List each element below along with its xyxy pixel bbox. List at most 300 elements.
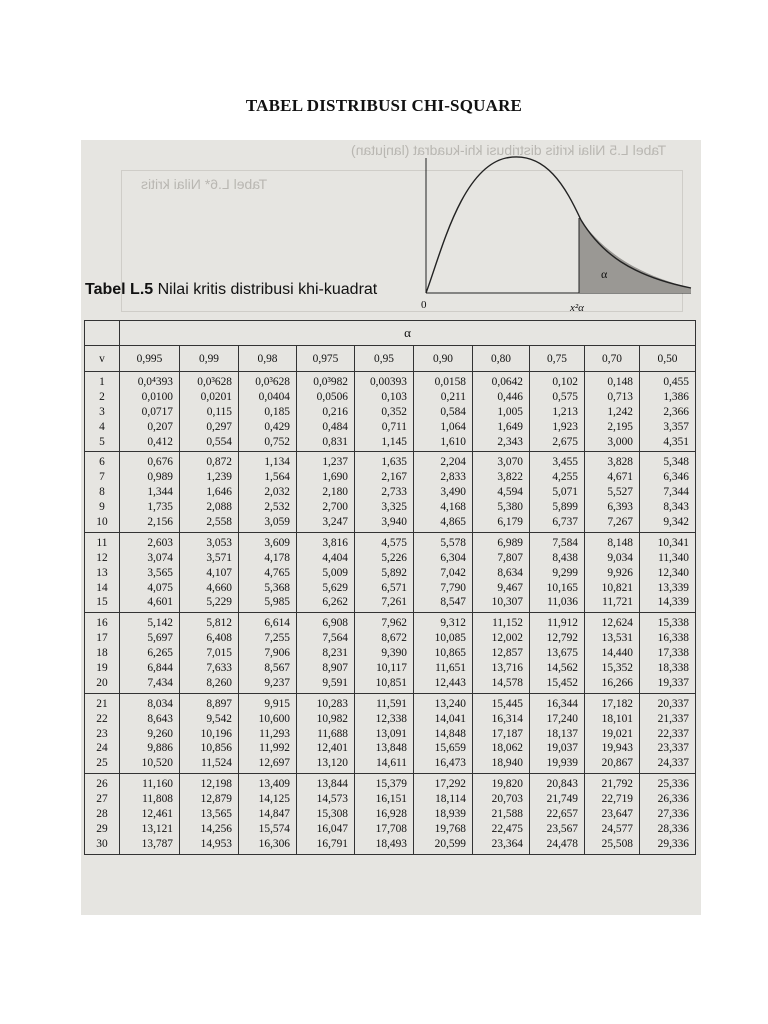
critical-value: 6,844 — [147, 662, 173, 675]
critical-value: 7,633 — [206, 662, 232, 675]
critical-value: 23,567 — [546, 822, 578, 835]
critical-value: 7,790 — [440, 581, 466, 594]
critical-value: 0,711 — [381, 420, 407, 433]
critical-value: 5,527 — [607, 486, 633, 499]
critical-value: 0,115 — [206, 405, 232, 418]
critical-value: 22,475 — [491, 822, 523, 835]
value-cell — [530, 613, 585, 693]
critical-value: 5,812 — [206, 617, 232, 630]
critical-value: 5,985 — [264, 596, 290, 609]
critical-value: 19,037 — [546, 742, 578, 755]
critical-value: 9,034 — [607, 551, 633, 564]
value-cell — [120, 693, 180, 773]
critical-value: 16,151 — [375, 793, 407, 806]
critical-value: 21,588 — [491, 808, 523, 821]
critical-value: 18,939 — [434, 808, 466, 821]
value-cell — [414, 452, 473, 532]
value-cell — [414, 372, 473, 452]
table-row-group — [85, 532, 696, 612]
critical-value: 13,091 — [375, 727, 407, 740]
degrees-of-freedom: 26 — [96, 778, 108, 791]
critical-value: 8,148 — [607, 536, 633, 549]
critical-value: 3,000 — [607, 435, 633, 448]
critical-value: 13,121 — [141, 822, 173, 835]
critical-value: 22,719 — [601, 793, 633, 806]
critical-value: 11,160 — [142, 778, 173, 791]
value-cell — [180, 774, 239, 854]
critical-value: 5,348 — [663, 456, 689, 469]
critical-value: 13,565 — [200, 808, 232, 821]
critical-value: 7,267 — [607, 516, 633, 529]
critical-value: 3,074 — [147, 551, 173, 564]
critical-value: 20,867 — [601, 757, 633, 770]
critical-value: 2,180 — [322, 486, 348, 499]
critical-value: 0,0506 — [316, 390, 348, 403]
degrees-of-freedom: 8 — [99, 486, 105, 499]
critical-value: 6,346 — [663, 471, 689, 484]
value-cell — [473, 372, 530, 452]
degrees-of-freedom: 25 — [96, 757, 108, 770]
critical-value: 3,059 — [264, 516, 290, 529]
critical-value: 8,567 — [264, 662, 290, 675]
critical-value: 4,178 — [264, 551, 290, 564]
value-cell — [530, 452, 585, 532]
critical-value: 7,584 — [552, 536, 578, 549]
critical-value: 0,554 — [206, 435, 232, 448]
critical-value: 9,260 — [147, 727, 173, 740]
critical-value: 9,542 — [206, 712, 232, 725]
critical-value: 2,532 — [264, 501, 290, 514]
critical-value: 24,337 — [657, 757, 689, 770]
value-cell — [355, 452, 414, 532]
critical-value: 8,343 — [663, 501, 689, 514]
critical-value: 6,571 — [381, 581, 407, 594]
degrees-of-freedom: 6 — [99, 456, 105, 469]
critical-value: 17,240 — [546, 712, 578, 725]
alpha-column-header: 0,995 — [120, 346, 180, 372]
critical-value: 17,338 — [657, 647, 689, 660]
value-cell — [355, 613, 414, 693]
critical-value: 12,879 — [200, 793, 232, 806]
critical-value: 0,103 — [381, 390, 407, 403]
alpha-column-header: 0,90 — [414, 346, 473, 372]
value-cell — [585, 613, 640, 693]
critical-value: 15,574 — [258, 822, 290, 835]
critical-value: 4,168 — [440, 501, 466, 514]
table-row-group — [85, 774, 696, 854]
critical-value: 14,041 — [434, 712, 466, 725]
critical-value: 3,247 — [322, 516, 348, 529]
critical-value: 3,053 — [206, 536, 232, 549]
critical-value: 3,940 — [381, 516, 407, 529]
critical-value: 7,564 — [322, 632, 348, 645]
critical-value: 17,187 — [491, 727, 523, 740]
critical-value: 16,266 — [601, 676, 633, 689]
critical-value: 1,239 — [206, 471, 232, 484]
table-row-group — [85, 452, 696, 532]
value-cell — [355, 774, 414, 854]
critical-value: 20,337 — [657, 697, 689, 710]
critical-value: 18,062 — [491, 742, 523, 755]
critical-value: 10,283 — [316, 697, 348, 710]
origin-label: 0 — [421, 299, 427, 311]
critical-value: 4,107 — [206, 566, 232, 579]
value-cell — [640, 693, 696, 773]
critical-value: 2,167 — [381, 471, 407, 484]
degrees-of-freedom: 29 — [96, 822, 108, 835]
degrees-of-freedom: 12 — [96, 551, 108, 564]
critical-value: 2,558 — [206, 516, 232, 529]
critical-value: 10,341 — [657, 536, 689, 549]
critical-value: 14,125 — [258, 793, 290, 806]
critical-value: 1,344 — [147, 486, 173, 499]
value-cell — [585, 532, 640, 612]
critical-value: 8,260 — [206, 676, 232, 689]
critical-value: 5,368 — [264, 581, 290, 594]
critical-value: 3,565 — [147, 566, 173, 579]
critical-value: 8,643 — [147, 712, 173, 725]
critical-value: 15,352 — [601, 662, 633, 675]
critical-value: 4,765 — [264, 566, 290, 579]
critical-value: 0,713 — [607, 390, 633, 403]
critical-value: 1,064 — [440, 420, 466, 433]
page-title: TABEL DISTRIBUSI CHI-SQUARE — [245, 96, 523, 115]
critical-value: 9,926 — [607, 566, 633, 579]
critical-value: 0,185 — [264, 405, 290, 418]
value-cell — [473, 532, 530, 612]
critical-value: 11,808 — [142, 793, 173, 806]
critical-value: 0,831 — [322, 435, 348, 448]
critical-value: 25,508 — [601, 837, 633, 850]
critical-value: 15,659 — [434, 742, 466, 755]
critical-value: 16,338 — [657, 632, 689, 645]
critical-value: 11,688 — [317, 727, 348, 740]
value-cell — [473, 693, 530, 773]
critical-value: 0,00393 — [369, 376, 407, 388]
value-cell — [355, 693, 414, 773]
critical-value: 0,0⁴393 — [137, 376, 173, 388]
critical-value: 4,865 — [440, 516, 466, 529]
critical-value: 19,021 — [601, 727, 633, 740]
critical-value: 14,256 — [200, 822, 232, 835]
critical-value: 0,0717 — [141, 405, 173, 418]
degrees-of-freedom: 24 — [96, 742, 108, 755]
critical-value: 13,339 — [657, 581, 689, 594]
critical-value: 1,735 — [147, 501, 173, 514]
critical-value: 5,071 — [552, 486, 578, 499]
v-cell — [85, 452, 120, 532]
critical-value: 10,821 — [601, 581, 633, 594]
critical-value: 19,943 — [601, 742, 633, 755]
critical-value: 0,297 — [206, 420, 232, 433]
critical-value: 8,634 — [497, 566, 523, 579]
value-cell — [640, 372, 696, 452]
critical-value: 6,393 — [607, 501, 633, 514]
critical-value: 0,0³982 — [313, 376, 348, 388]
critical-value: 0,0201 — [200, 390, 232, 403]
critical-value: 19,337 — [657, 676, 689, 689]
rejection-region-shade — [579, 218, 691, 293]
critical-value: 8,897 — [206, 697, 232, 710]
critical-value: 10,865 — [434, 647, 466, 660]
critical-value: 13,675 — [546, 647, 578, 660]
value-cell — [585, 452, 640, 532]
critical-value: 7,434 — [147, 676, 173, 689]
critical-value: 0,584 — [440, 405, 466, 418]
value-cell — [180, 372, 239, 452]
critical-value: 5,229 — [206, 596, 232, 609]
critical-value: 13,409 — [258, 778, 290, 791]
critical-value: 6,179 — [497, 516, 523, 529]
degrees-of-freedom: 15 — [96, 596, 108, 609]
critical-value: 9,299 — [552, 566, 578, 579]
critical-value: 8,438 — [552, 551, 578, 564]
critical-value: 0,0158 — [434, 376, 466, 388]
critical-value: 25,336 — [657, 778, 689, 791]
critical-value-label: x²α — [570, 302, 584, 314]
critical-value: 1,923 — [552, 420, 578, 433]
value-cell — [239, 613, 297, 693]
critical-value: 22,657 — [546, 808, 578, 821]
critical-value: 3,070 — [497, 456, 523, 469]
critical-value: 5,899 — [552, 501, 578, 514]
degrees-of-freedom: 4 — [99, 420, 105, 433]
value-cell — [530, 693, 585, 773]
critical-value: 11,591 — [376, 697, 407, 710]
critical-value: 5,892 — [381, 566, 407, 579]
degrees-of-freedom: 28 — [96, 808, 108, 821]
critical-value: 3,325 — [381, 501, 407, 514]
value-cell — [585, 372, 640, 452]
critical-value: 0,216 — [322, 405, 348, 418]
critical-value: 11,651 — [435, 662, 466, 675]
critical-value: 1,237 — [322, 456, 348, 469]
critical-value: 0,148 — [607, 376, 633, 388]
critical-value: 5,009 — [322, 566, 348, 579]
critical-value: 12,697 — [258, 757, 290, 770]
critical-value: 7,906 — [264, 647, 290, 660]
value-cell — [473, 452, 530, 532]
critical-value: 18,101 — [601, 712, 633, 725]
critical-value: 1,649 — [497, 420, 523, 433]
critical-value: 23,647 — [601, 808, 633, 821]
critical-value: 11,340 — [658, 551, 689, 564]
degrees-of-freedom: 18 — [96, 647, 108, 660]
degrees-of-freedom: 5 — [99, 435, 105, 448]
degrees-of-freedom: 14 — [96, 581, 108, 594]
critical-value: 4,351 — [663, 435, 689, 448]
critical-value: 9,237 — [264, 676, 290, 689]
critical-value: 13,531 — [601, 632, 633, 645]
degrees-of-freedom: 27 — [96, 793, 108, 806]
critical-value: 23,364 — [491, 837, 523, 850]
critical-value: 5,142 — [147, 617, 173, 630]
critical-value: 9,591 — [322, 676, 348, 689]
degrees-of-freedom: 2 — [99, 390, 105, 403]
critical-value: 9,342 — [663, 516, 689, 529]
value-cell — [120, 774, 180, 854]
critical-value: 4,404 — [322, 551, 348, 564]
critical-value: 7,344 — [663, 486, 689, 499]
v-header: v — [85, 346, 120, 372]
critical-value: 3,455 — [552, 456, 578, 469]
critical-value: 5,226 — [381, 551, 407, 564]
critical-value: 22,337 — [657, 727, 689, 740]
critical-value: 10,851 — [375, 676, 407, 689]
degrees-of-freedom: 11 — [96, 536, 108, 549]
critical-value: 3,816 — [322, 536, 348, 549]
critical-value: 10,600 — [258, 712, 290, 725]
critical-value: 2,032 — [264, 486, 290, 499]
degrees-of-freedom: 1 — [99, 376, 105, 388]
alpha-label: α — [601, 267, 608, 281]
value-cell — [297, 372, 355, 452]
critical-value: 14,339 — [657, 596, 689, 609]
critical-value: 2,700 — [322, 501, 348, 514]
value-cell — [640, 774, 696, 854]
table-row-group — [85, 613, 696, 693]
critical-value: 0,676 — [147, 456, 173, 469]
critical-value: 17,708 — [375, 822, 407, 835]
critical-value: 3,571 — [206, 551, 232, 564]
critical-value: 6,908 — [322, 617, 348, 630]
critical-value: 3,357 — [663, 420, 689, 433]
critical-value: 10,307 — [491, 596, 523, 609]
critical-value: 1,635 — [381, 456, 407, 469]
value-cell — [640, 532, 696, 612]
value-cell — [414, 693, 473, 773]
alpha-column-header: 0,99 — [180, 346, 239, 372]
critical-value: 21,749 — [546, 793, 578, 806]
critical-value: 11,524 — [201, 757, 232, 770]
value-cell — [120, 372, 180, 452]
critical-value: 1,646 — [206, 486, 232, 499]
critical-value: 0,484 — [322, 420, 348, 433]
critical-value: 0,102 — [552, 376, 578, 388]
critical-value: 11,036 — [547, 596, 578, 609]
table-caption-label: Tabel L.5 — [85, 281, 154, 298]
degrees-of-freedom: 30 — [96, 837, 108, 850]
critical-value: 3,609 — [264, 536, 290, 549]
critical-value: 15,452 — [546, 676, 578, 689]
critical-value: 2,675 — [552, 435, 578, 448]
critical-value: 12,857 — [491, 647, 523, 660]
critical-value: 18,137 — [546, 727, 578, 740]
v-cell — [85, 613, 120, 693]
critical-value: 1,564 — [264, 471, 290, 484]
table-row-group — [85, 372, 696, 452]
critical-value: 11,152 — [492, 617, 523, 630]
critical-value: 7,042 — [440, 566, 466, 579]
critical-value: 20,599 — [434, 837, 466, 850]
degrees-of-freedom: 16 — [96, 617, 108, 630]
critical-value: 4,594 — [497, 486, 523, 499]
value-cell — [239, 532, 297, 612]
critical-value: 4,575 — [381, 536, 407, 549]
critical-value: 0,211 — [440, 390, 466, 403]
critical-value: 14,573 — [316, 793, 348, 806]
critical-value: 8,547 — [440, 596, 466, 609]
critical-value: 18,493 — [375, 837, 407, 850]
value-cell — [640, 452, 696, 532]
table-caption-text: Nilai kritis distribusi khi-kuadrat — [157, 281, 378, 298]
critical-value: 1,610 — [440, 435, 466, 448]
value-cell — [355, 532, 414, 612]
critical-value: 0,0404 — [258, 390, 290, 403]
alpha-column-header: 0,98 — [239, 346, 297, 372]
critical-value: 27,336 — [657, 808, 689, 821]
critical-value: 8,907 — [322, 662, 348, 675]
critical-value: 10,165 — [546, 581, 578, 594]
value-cell — [120, 452, 180, 532]
value-cell — [297, 452, 355, 532]
value-cell — [414, 613, 473, 693]
critical-value: 17,182 — [601, 697, 633, 710]
critical-value: 12,624 — [601, 617, 633, 630]
value-cell — [530, 774, 585, 854]
value-cell — [297, 774, 355, 854]
critical-value: 10,117 — [376, 662, 407, 675]
critical-value: 4,075 — [147, 581, 173, 594]
value-cell — [297, 693, 355, 773]
critical-value: 15,308 — [316, 808, 348, 821]
critical-value: 18,338 — [657, 662, 689, 675]
critical-value: 12,401 — [316, 742, 348, 755]
value-cell — [414, 774, 473, 854]
critical-value: 9,312 — [440, 617, 466, 630]
critical-value: 8,034 — [147, 697, 173, 710]
value-cell — [239, 693, 297, 773]
critical-value: 12,792 — [546, 632, 578, 645]
critical-value: 8,231 — [322, 647, 348, 660]
critical-value: 20,843 — [546, 778, 578, 791]
critical-value: 18,940 — [491, 757, 523, 770]
critical-value: 2,195 — [607, 420, 633, 433]
critical-value: 19,820 — [491, 778, 523, 791]
value-cell — [473, 774, 530, 854]
critical-value: 9,915 — [264, 697, 290, 710]
critical-value: 6,737 — [552, 516, 578, 529]
critical-value: 0,446 — [497, 390, 523, 403]
value-cell — [640, 613, 696, 693]
alpha-header: α — [120, 321, 696, 346]
critical-value: 17,292 — [434, 778, 466, 791]
critical-value: 7,015 — [206, 647, 232, 660]
critical-value: 0,207 — [147, 420, 173, 433]
critical-value: 13,120 — [316, 757, 348, 770]
critical-value: 16,928 — [375, 808, 407, 821]
critical-value: 0,872 — [206, 456, 232, 469]
critical-value: 1,242 — [607, 405, 633, 418]
critical-value: 10,196 — [200, 727, 232, 740]
critical-value: 13,848 — [375, 742, 407, 755]
critical-value: 14,562 — [546, 662, 578, 675]
value-cell — [180, 693, 239, 773]
critical-value: 0,575 — [552, 390, 578, 403]
degrees-of-freedom: 9 — [99, 501, 105, 514]
critical-value: 21,792 — [601, 778, 633, 791]
value-cell — [297, 613, 355, 693]
critical-value: 5,380 — [497, 501, 523, 514]
critical-value: 20,703 — [491, 793, 523, 806]
critical-value: 3,490 — [440, 486, 466, 499]
critical-value: 4,671 — [607, 471, 633, 484]
degrees-of-freedom: 19 — [96, 662, 108, 675]
critical-value: 12,198 — [200, 778, 232, 791]
alpha-column-header: 0,95 — [355, 346, 414, 372]
critical-value: 24,478 — [546, 837, 578, 850]
bleed-through-header: Tabel L.5 Nilai kritis distribusi khi-kuadrat (lanjutan) — [351, 142, 667, 158]
